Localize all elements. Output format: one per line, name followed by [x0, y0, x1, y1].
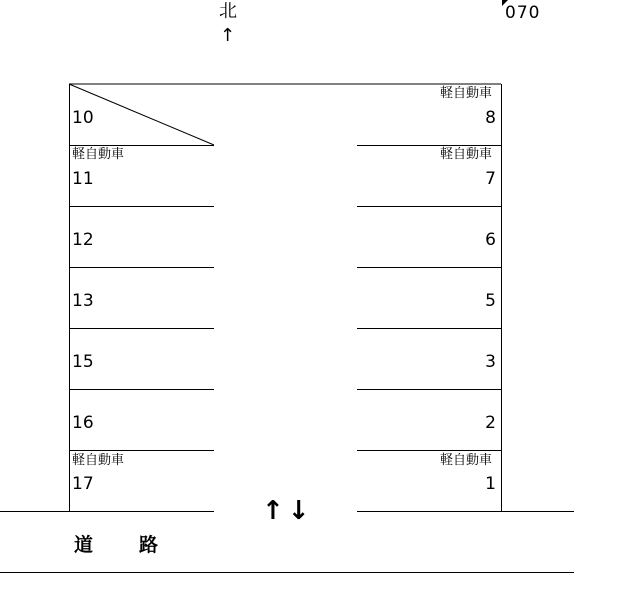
lot-code: 070	[505, 3, 541, 23]
space-number: 5	[485, 291, 496, 311]
space-number: 12	[72, 230, 94, 250]
space-number: 16	[72, 413, 94, 433]
road-label-2: 路	[139, 534, 159, 556]
space-number: 2	[485, 413, 496, 433]
kei-label: 軽自動車	[439, 86, 492, 101]
space-number: 10	[72, 108, 94, 128]
entrance-arrows-icon: ↑↓	[262, 496, 314, 526]
space-number: 1	[485, 474, 496, 494]
space-number: 11	[72, 169, 94, 189]
road-label-1: 道	[74, 534, 94, 556]
space-number: 13	[72, 291, 94, 311]
kei-label: 軽自動車	[72, 453, 125, 468]
kei-label: 軽自動車	[439, 453, 492, 468]
space-number: 7	[485, 169, 496, 189]
north-arrow-icon: ↑	[220, 25, 236, 46]
north-label: 北	[219, 1, 237, 22]
space-number: 3	[485, 352, 496, 372]
space-number: 8	[485, 108, 496, 128]
space-number: 15	[72, 352, 94, 372]
space-number: 17	[72, 474, 94, 494]
space-number: 6	[485, 230, 496, 250]
kei-label: 軽自動車	[439, 147, 492, 162]
kei-label: 軽自動車	[72, 147, 125, 162]
